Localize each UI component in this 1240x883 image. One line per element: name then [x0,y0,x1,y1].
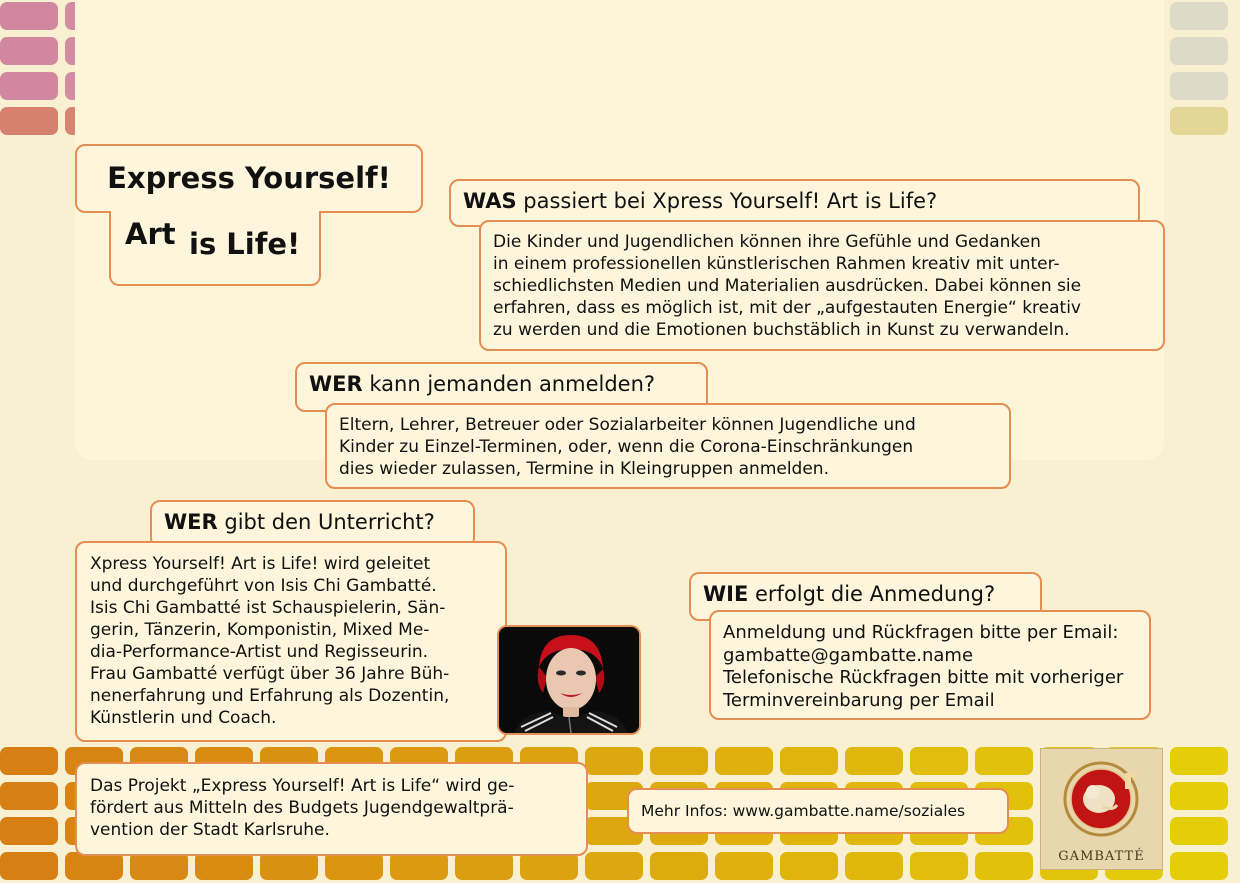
lion-emblem-icon [1041,749,1162,845]
decorative-tile [1170,852,1228,880]
wer-anmelden-heading-rest: kann jemanden anmelden? [362,372,656,396]
decorative-tile [780,852,838,880]
subtitle-box [109,211,321,286]
was-line: erfahren, dass es möglich ist, mit der „aufgestauten Energie“ kreativ [493,298,1081,318]
decorative-tile [975,852,1033,880]
wie-line: Terminvereinbarung per Email [723,689,995,711]
decorative-tile [0,72,58,100]
decorative-tile [845,747,903,775]
decorative-tile [585,747,643,775]
decorative-tile [65,852,123,880]
decorative-tile [845,852,903,880]
wer-unterricht-heading-rest: gibt den Unterricht? [217,510,435,534]
projekt-line: vention der Stadt Karlsruhe. [90,820,330,840]
portrait-illustration [499,627,639,733]
decorative-tile [0,852,58,880]
wer-unterricht-text-box [75,541,507,742]
decorative-tile [1170,747,1228,775]
decorative-tile [780,747,838,775]
wer-unterricht-line: dia-Performance-Artist und Regisseurin. [90,642,429,662]
wie-line: Anmeldung und Rückfragen bitte per Email: [723,622,1119,643]
projekt-line: Das Projekt „Express Yourself! Art is Life“ wird ge- [90,776,515,796]
wie-heading-rest: erfolgt die Anmedung? [748,582,996,606]
decorative-tile [715,747,773,775]
decorative-tile [910,852,968,880]
decorative-tile [585,852,643,880]
decorative-tile [1170,37,1228,65]
wer-unterricht-line: gerin, Tänzerin, Komponistin, Mixed Me- [90,620,430,640]
wer-anmelden-text-box [325,403,1011,489]
was-line: schiedlichsten Medien und Materialien ausdrücken. Dabei können sie [493,276,1082,296]
decorative-tile [0,37,58,65]
gambatte-logo [1040,748,1163,870]
wer-unterricht-heading-bold: WER [164,510,218,534]
title-is-life: is Life! [189,227,301,261]
wer-unterricht-line: Künstlerin und Coach. [90,708,277,728]
wer-anmelden-line: dies wieder zulassen, Termine in Kleingruppen anmelden. [339,459,829,479]
wer-unterricht-line: nenerfahrung und Erfahrung als Dozentin, [90,686,450,706]
was-text-box [479,220,1165,351]
portrait-photo [497,625,641,735]
projekt-line: fördert aus Mitteln des Budgets Jugendgewaltprä- [90,798,514,818]
decorative-tile [520,852,578,880]
decorative-tile [650,747,708,775]
title-art: Art [125,217,176,251]
wie-text-box [709,610,1151,720]
was-heading-rest: passiert bei Xpress Yourself! Art is Life? [516,189,938,213]
decorative-tile [715,852,773,880]
wer-anmelden-heading-bold: WER [309,372,363,396]
decorative-tile [650,852,708,880]
decorative-tile [910,747,968,775]
wie-heading-bold: WIE [703,582,749,606]
wer-unterricht-line: Isis Chi Gambatté ist Schauspielerin, Sän- [90,598,446,618]
decorative-tile [455,852,513,880]
decorative-tile [1170,817,1228,845]
decorative-tile [1170,107,1228,135]
decorative-tile [195,852,253,880]
wie-line: Telefonische Rückfragen bitte mit vorheriger [723,667,1124,688]
logo-text: GAMBATTÉ [1058,849,1145,864]
decorative-tile [0,107,58,135]
title-express-yourself: Express Yourself! [107,161,391,195]
decorative-tile [1170,2,1228,30]
decorative-tile [975,747,1033,775]
mehr-infos-box [627,788,1009,834]
projekt-text-box [75,762,588,856]
decorative-tile [0,817,58,845]
decorative-tile [260,852,318,880]
wer-unterricht-line: Frau Gambatté verfügt über 36 Jahre Büh- [90,664,450,684]
decorative-tile [130,852,188,880]
decorative-tile [1170,782,1228,810]
was-line: in einem professionellen künstlerischen Rahmen kreativ mit unter- [493,254,1060,274]
wer-unterricht-line: Xpress Yourself! Art is Life! wird geleitet [90,554,431,574]
decorative-tile [0,747,58,775]
mehr-infos-link[interactable]: Mehr Infos: www.gambatte.name/soziales [641,802,966,820]
wer-anmelden-line: Kinder zu Einzel-Terminen, oder, wenn die Corona-Einschränkungen [339,437,914,457]
was-heading-bold: WAS [463,189,517,213]
was-line: zu werden und die Emotionen buchstäblich in Kunst zu verwandeln. [493,320,1070,340]
decorative-tile [0,2,58,30]
wer-anmelden-line: Eltern, Lehrer, Betreuer oder Sozialarbeiter können Jugendliche und [339,415,916,435]
contact-email: gambatte@gambatte.name [723,644,974,666]
was-line: Die Kinder und Jugendlichen können ihre Gefühle und Gedanken [493,232,1041,252]
decorative-tile [1170,72,1228,100]
title-box [75,144,423,213]
decorative-tile [390,852,448,880]
decorative-tile [0,782,58,810]
decorative-tile [325,852,383,880]
wer-unterricht-line: und durchgeführt von Isis Chi Gambatté. [90,576,437,596]
